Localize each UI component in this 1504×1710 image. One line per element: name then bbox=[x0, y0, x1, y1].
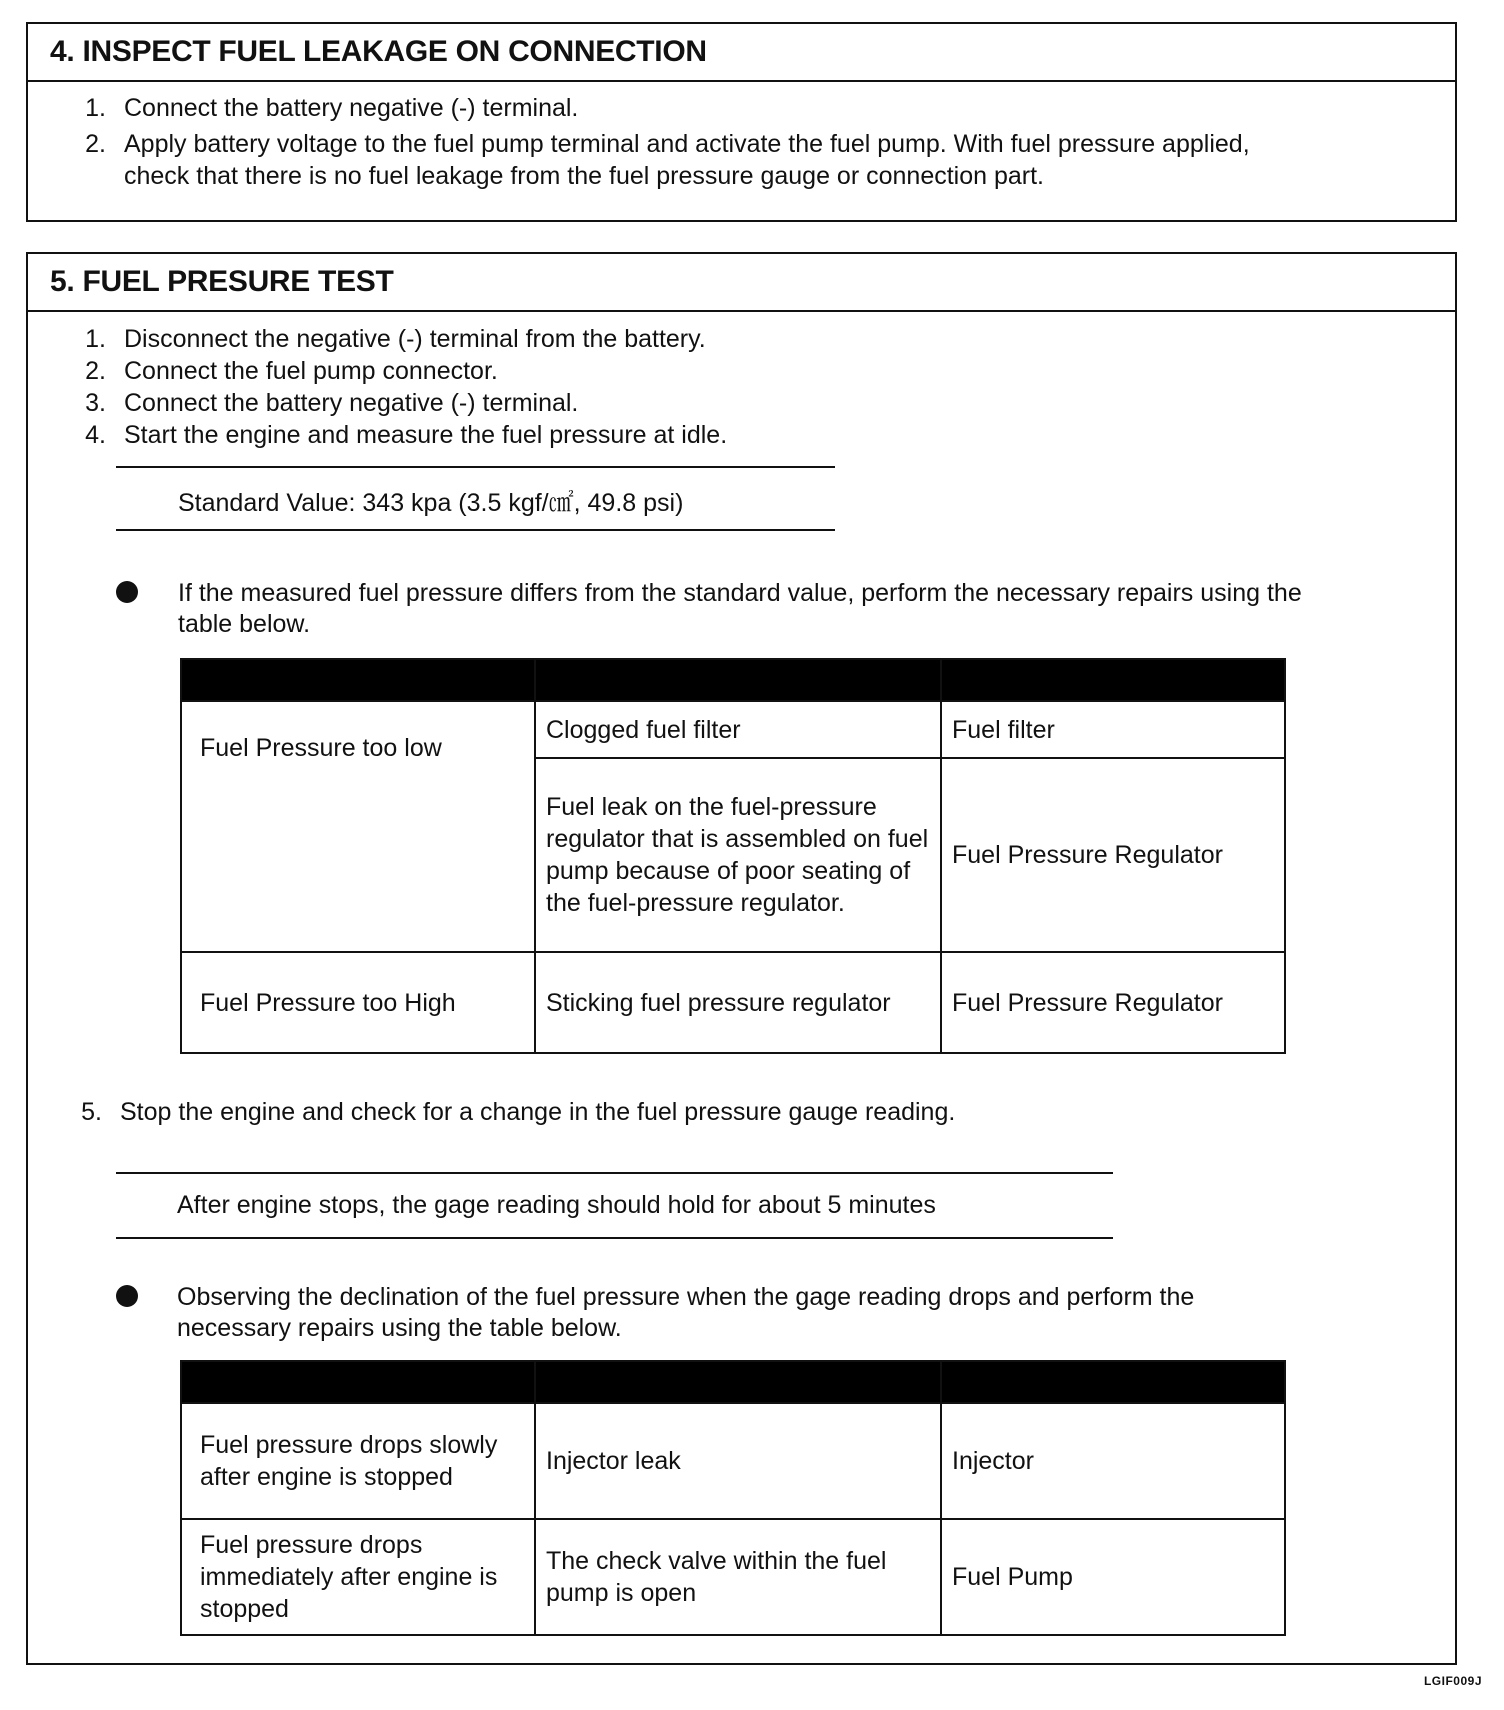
condition-cell: Fuel Pressure too low bbox=[181, 701, 535, 952]
step-number: 2. bbox=[85, 357, 106, 385]
part-cell: Fuel filter bbox=[941, 701, 1285, 758]
repair-table-1 bbox=[180, 658, 1286, 1054]
section-5-title: 5. FUEL PRESURE TEST bbox=[28, 254, 1455, 312]
table-header-cell bbox=[535, 659, 941, 701]
section-4-title: 4. INSPECT FUEL LEAKAGE ON CONNECTION bbox=[28, 24, 1455, 82]
bullet-2-text: Observing the declination of the fuel pressure when the gage reading drops and perform the necessary repairs using the table below. bbox=[177, 1283, 1195, 1342]
step-text: Apply battery voltage to the fuel pump terminal and activate the fuel pump. With fuel pressure applied, bbox=[124, 130, 1250, 158]
repair-table-2 bbox=[180, 1360, 1286, 1636]
step-text-continued: check that there is no fuel leakage from the fuel pressure gauge or connection part. bbox=[124, 162, 1044, 190]
step-text: Connect the battery negative (-) terminal. bbox=[124, 389, 579, 417]
table-header-cell bbox=[941, 659, 1285, 701]
cause-cell: Fuel leak on the fuel-pressure regulator that is assembled on fuel pump because of poor seating of the fuel-pressure regulator. bbox=[535, 758, 941, 952]
table-header-row bbox=[181, 659, 1285, 701]
step-text: Connect the fuel pump connector. bbox=[124, 357, 498, 385]
standard-value-bottom-rule bbox=[116, 529, 835, 531]
part-cell: Injector bbox=[941, 1403, 1285, 1519]
table-header-cell bbox=[535, 1361, 941, 1403]
condition-cell: Fuel pressure drops slowly after engine is stopped bbox=[181, 1403, 535, 1519]
table-header-cell bbox=[181, 659, 535, 701]
step-number: 4. bbox=[85, 421, 106, 449]
step-text: Start the engine and measure the fuel pressure at idle. bbox=[124, 421, 728, 449]
step-number: 1. bbox=[85, 94, 106, 122]
step-number: 3. bbox=[85, 389, 106, 417]
step-number: 5. bbox=[81, 1098, 102, 1126]
figure-code: LGIF009J bbox=[1423, 1674, 1482, 1688]
cause-cell: Clogged fuel filter bbox=[535, 701, 941, 758]
bullet-icon bbox=[116, 581, 138, 603]
table-header-cell bbox=[941, 1361, 1285, 1403]
cause-cell: Sticking fuel pressure regulator bbox=[535, 952, 941, 1053]
step-number: 1. bbox=[85, 325, 106, 353]
part-cell: Fuel Pressure Regulator bbox=[941, 952, 1285, 1053]
table-header-row bbox=[181, 1361, 1285, 1403]
step-text: Disconnect the negative (-) terminal from the battery. bbox=[124, 325, 706, 353]
step-number: 2. bbox=[85, 130, 106, 158]
condition-cell: Fuel pressure drops immediately after engine is stopped bbox=[181, 1519, 535, 1635]
part-cell: Fuel Pump bbox=[941, 1519, 1285, 1635]
standard-value-top-rule bbox=[116, 466, 835, 468]
cause-cell: The check valve within the fuel pump is open bbox=[535, 1519, 941, 1635]
table-header-cell bbox=[181, 1361, 535, 1403]
gauge-note-bottom-rule bbox=[116, 1237, 1113, 1239]
part-cell: Fuel Pressure Regulator bbox=[941, 758, 1285, 952]
bullet-1-text: If the measured fuel pressure differs from the standard value, perform the necessary repairs using the table below. bbox=[178, 579, 1302, 638]
table-row bbox=[181, 1519, 1285, 1635]
table-row bbox=[181, 1403, 1285, 1519]
step-text: Stop the engine and check for a change in the fuel pressure gauge reading. bbox=[120, 1098, 956, 1126]
gauge-note: After engine stops, the gage reading should hold for about 5 minutes bbox=[177, 1191, 936, 1219]
table-row bbox=[181, 952, 1285, 1053]
cause-cell: Injector leak bbox=[535, 1403, 941, 1519]
condition-cell: Fuel Pressure too High bbox=[181, 952, 535, 1053]
gauge-note-top-rule bbox=[116, 1172, 1113, 1174]
standard-value: Standard Value: 343 kpa (3.5 kgf/㎠, 49.8 psi) bbox=[178, 489, 684, 517]
table-row bbox=[181, 701, 1285, 758]
bullet-icon bbox=[116, 1285, 138, 1307]
step-text: Connect the battery negative (-) terminal. bbox=[124, 94, 579, 122]
